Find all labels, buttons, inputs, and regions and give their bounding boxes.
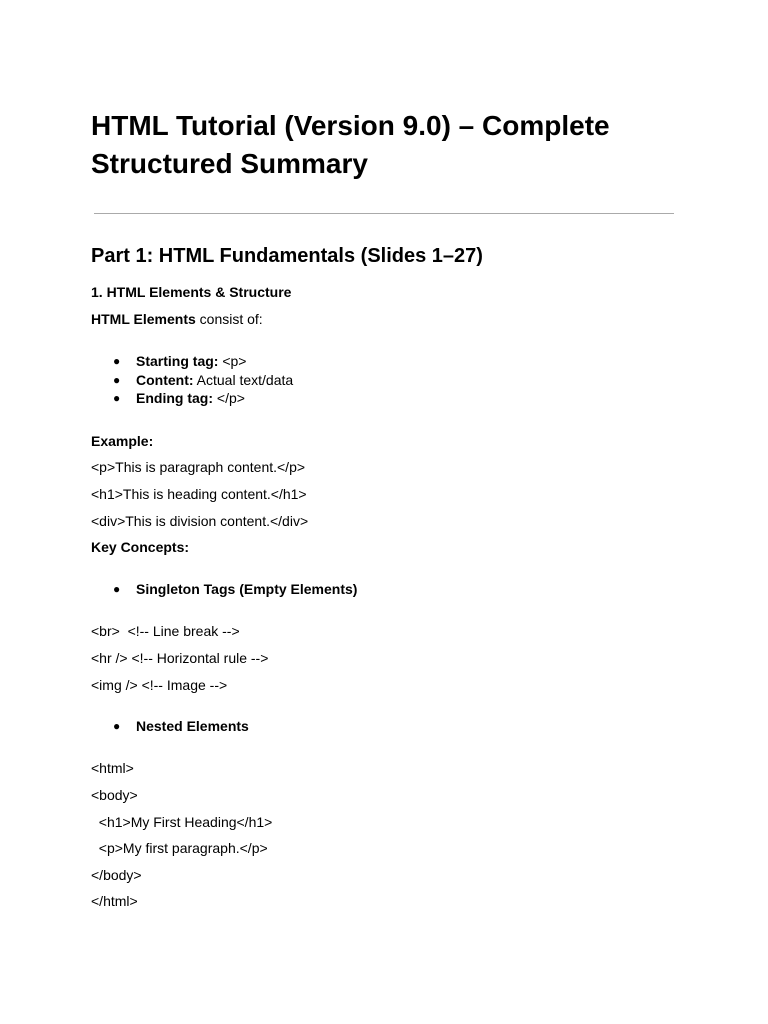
code-line: <img /> <!-- Image --> [91, 677, 228, 693]
key-concepts-label: Key Concepts: [91, 539, 190, 555]
code-line: <h1>My First Heading</h1> [91, 814, 273, 830]
document-title: HTML Tutorial (Version 9.0) – Complete Structured Summary [91, 110, 610, 179]
part-heading: Part 1: HTML Fundamentals (Slides 1–27) [91, 245, 483, 267]
nested-heading: Nested Elements [136, 718, 249, 734]
horizontal-divider [94, 213, 674, 214]
singleton-heading: Singleton Tags (Empty Elements) [136, 581, 358, 597]
bullet-icon: ● [113, 373, 121, 387]
example-label: Example: [91, 433, 154, 449]
list-item-label: Content: [136, 372, 194, 388]
code-line: </body> [91, 867, 142, 883]
list-item-label: Ending tag: [136, 390, 213, 406]
list-item-value: <p> [218, 353, 247, 369]
intro-rest-text: consist of: [195, 311, 263, 327]
bullet-icon: ● [113, 391, 121, 405]
bullet-icon: ● [113, 354, 121, 368]
list-item [136, 389, 245, 407]
bullet-icon: ● [113, 582, 121, 596]
code-line: <p>My first paragraph.</p> [91, 840, 268, 856]
code-line: <body> [91, 787, 138, 803]
list-item [136, 371, 293, 389]
code-line: <br> <!-- Line break --> [91, 623, 240, 639]
list-item [136, 352, 246, 370]
section-heading: 1. HTML Elements & Structure [91, 284, 292, 300]
list-item-value: </p> [213, 390, 245, 406]
example-line: <p>This is paragraph content.</p> [91, 459, 306, 475]
list-item-value: Actual text/data [193, 372, 294, 388]
code-line: </html> [91, 893, 138, 909]
list-item-label: Starting tag: [136, 353, 219, 369]
code-line: <hr /> <!-- Horizontal rule --> [91, 650, 269, 666]
bullet-icon: ● [113, 719, 121, 733]
example-line: <h1>This is heading content.</h1> [91, 486, 307, 502]
intro-paragraph [91, 310, 263, 328]
code-line: <html> [91, 760, 134, 776]
intro-bold-text: HTML Elements [91, 311, 196, 327]
example-line: <div>This is division content.</div> [91, 513, 309, 529]
